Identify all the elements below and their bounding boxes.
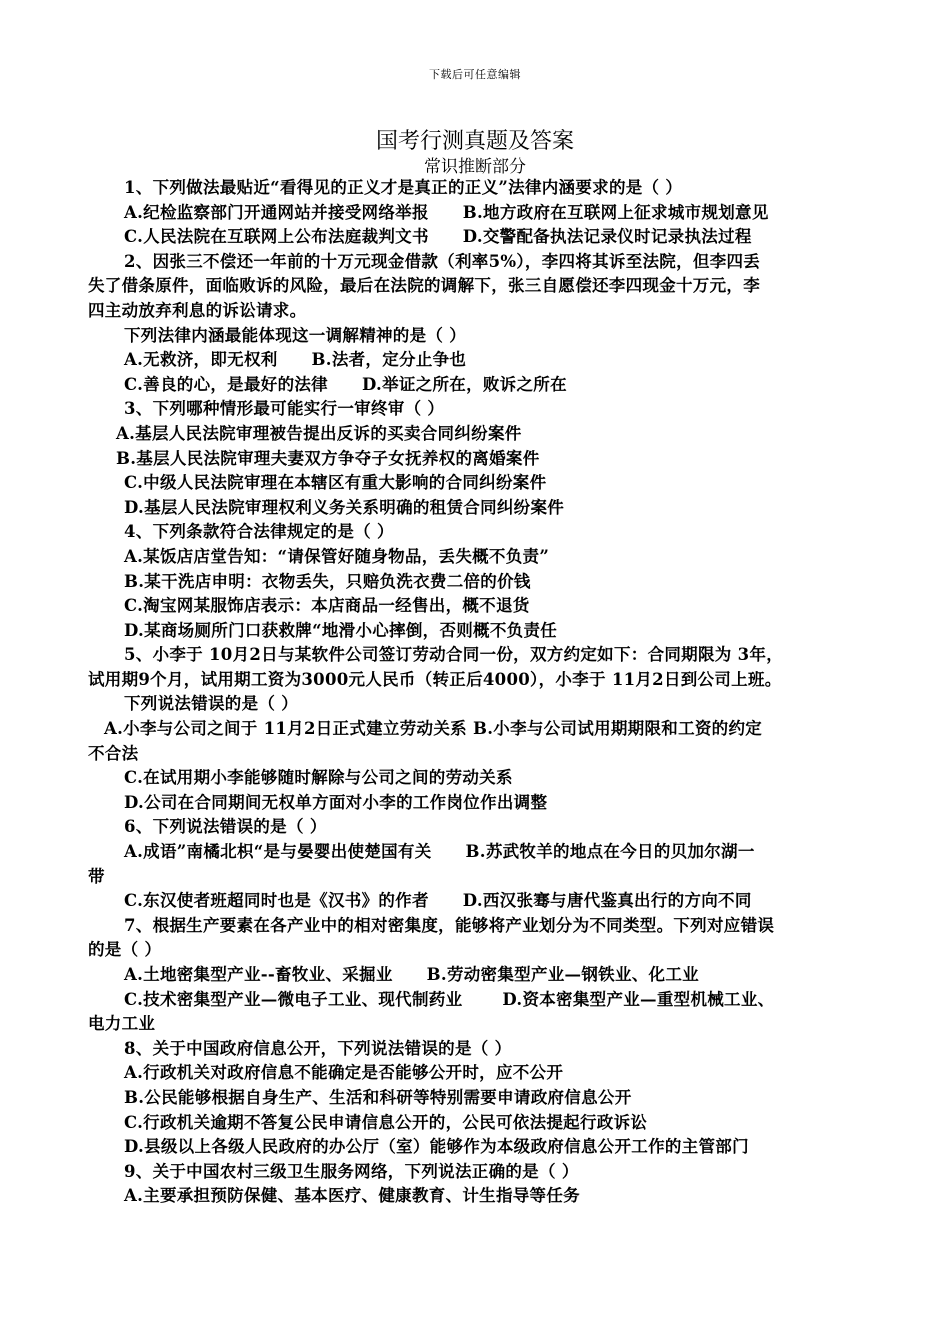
- question-5-option-d: D.公司在合同期间无权单方面对小李的工作岗位作出调整: [124, 792, 548, 812]
- question-list: [88, 176, 878, 1209]
- question-5-options-ab-line-2: 不合法: [88, 743, 139, 763]
- question-7-option-d-continued: 电力工业: [88, 1014, 156, 1034]
- question-9-option-a: A.主要承担预防保健、基本医疗、健康教育、计生指导等任务: [124, 1186, 580, 1206]
- question-1-option-a: A.纪检监察部门开通网站并接受网络举报: [124, 202, 429, 222]
- question-1-options-ab: [88, 201, 878, 226]
- question-4-option-c: C.淘宝网某服饰店表示：本店商品一经售出，概不退货: [124, 596, 530, 616]
- question-7-options-ab: [88, 963, 878, 988]
- question-1-stem: 1、下列做法最贴近“看得见的正义才是真正的正义”法律内涵要求的是（ ）: [124, 178, 683, 197]
- question-1-option-c: C.人民法院在互联网上公布法庭裁判文书: [124, 227, 429, 247]
- question-6-option-c: C.东汉使者班超同时也是《汉书》的作者: [124, 891, 429, 911]
- question-7-option-d: D.资本密集型产业—重型机械工业、: [502, 989, 775, 1009]
- question-7-option-b: B.劳动密集型产业—钢铁业、化工业: [426, 965, 699, 984]
- question-6-option-a: A.成语”南橘北枳“是与晏婴出使楚国有关: [124, 842, 432, 862]
- question-6-option-d: D.西汉张骞与唐代鉴真出行的方向不同: [462, 891, 752, 911]
- question-2-options-ab: [88, 348, 878, 373]
- question-8-option-a: A.行政机关对政府信息不能确定是否能够公开时，应不公开: [124, 1063, 564, 1083]
- question-7-options-cd: [88, 988, 878, 1013]
- question-3-stem: 3、下列哪种情形最可能实行一审终审（ ）: [124, 399, 445, 419]
- question-3-option-d: D.基层人民法院审理权利义务关系明确的租赁合同纠纷案件: [124, 497, 565, 517]
- question-8-option-c: C.行政机关逾期不答复公民申请信息公开的，公民可依法提起行政诉讼: [124, 1112, 648, 1132]
- section-subtitle: 常识推断部分: [424, 157, 526, 177]
- question-7-stem-line-2: 的是（ ）: [88, 940, 162, 960]
- question-6-stem: 6、下列说法错误的是（ ）: [124, 817, 327, 837]
- question-8-stem: 8、关于中国政府信息公开，下列说法错误的是（ ）: [124, 1038, 512, 1058]
- question-4-option-a: A.某饭店店堂告知：“请保管好随身物品，丢失概不负责”: [124, 546, 550, 566]
- question-6-options-cd: [88, 889, 878, 914]
- question-2-option-a: A.无救济，即无权利: [124, 350, 278, 370]
- question-5-stem-line-2: 试用期9个月，试用期工资为3000元人民币（转正后4000），小李于 11月2日到公司上班。: [88, 669, 782, 689]
- question-8-option-d: D.县级以上各级人民政府的办公厅（室）能够作为本级政府信息公开工作的主管部门: [124, 1137, 749, 1157]
- question-2-prompt: 下列法律内涵最能体现这一调解精神的是（ ）: [124, 325, 467, 345]
- question-9-stem: 9、关于中国农村三级卫生服务网络，下列说法正确的是（ ）: [124, 1161, 579, 1181]
- question-5-options-ab-line-1: A.小李与公司之间于 11月2日正式建立劳动关系 B.小李与公司试用期期限和工资的约定: [104, 719, 763, 739]
- question-6-options-ab: [88, 840, 878, 865]
- question-6-option-b: B.苏武牧羊的地点在今日的贝加尔湖一: [465, 842, 755, 862]
- question-2-option-b: B.法者，定分止争也: [311, 350, 467, 370]
- question-2-option-d: D.举证之所在，败诉之所在: [362, 374, 567, 394]
- question-5-stem-line-1: 5、小李于 10月2日与某软件公司签订劳动合同一份，双方约定如下：合同期限为 3年，: [124, 645, 783, 665]
- question-3-option-c: C.中级人民法院审理在本辖区有重大影响的合同纠纷案件: [124, 473, 547, 493]
- question-1-options-cd: [88, 225, 878, 250]
- question-7-option-c: C.技术密集型产业—微电子工业、现代制药业: [124, 989, 463, 1009]
- question-7-option-a: A.土地密集型产业--畜牧业、采掘业: [124, 965, 393, 984]
- question-2-option-c: C.善良的心，是最好的法律: [124, 374, 328, 394]
- question-5-option-c: C.在试用期小李能够随时解除与公司之间的劳动关系: [124, 768, 513, 788]
- question-2-stem-line-1: 2、因张三不偿还一年前的十万元现金借款（利率5%），李四将其诉至法院，但李四丢: [124, 251, 761, 271]
- header-note: 下载后可任意编辑: [429, 68, 521, 81]
- question-3-option-a: A.基层人民法院审理被告提出反诉的买卖合同纠纷案件: [116, 423, 522, 443]
- question-2-options-cd: [88, 373, 878, 398]
- question-4-option-d: D.某商场厕所门口获救牌“地滑小心摔倒，否则概不负责任: [124, 620, 558, 640]
- question-4-option-b: B.某干洗店申明：衣物丢失，只赔负洗衣费二倍的价钱: [124, 571, 531, 591]
- question-8-option-b: B.公民能够根据自身生产、生活和科研等特别需要申请政府信息公开: [124, 1087, 632, 1107]
- question-5-prompt: 下列说法错误的是（ ）: [124, 694, 299, 714]
- question-2-stem-line-3: 四主动放弃利息的诉讼请求。: [88, 300, 307, 320]
- question-3-option-b: B.基层人民法院审理夫妻双方争夺子女抚养权的离婚案件: [116, 448, 540, 468]
- question-7-stem-line-1: 7、根据生产要素在各产业中的相对密集度，能够将产业划分为不同类型。下列对应错误: [124, 915, 775, 935]
- question-2-stem-line-2: 失了借条原件，面临败诉的风险，最后在法院的调解下，张三自愿偿还李四现金十万元，李: [88, 276, 760, 296]
- question-1-option-d: D.交警配备执法记录仪时记录执法过程: [462, 227, 752, 247]
- question-4-stem: 4、下列条款符合法律规定的是（ ）: [124, 522, 394, 542]
- question-1-option-b: B.地方政府在互联网上征求城市规划意见: [462, 202, 769, 222]
- document-title: 国考行测真题及答案: [375, 129, 574, 154]
- question-6-option-b-continued: 带: [88, 866, 105, 886]
